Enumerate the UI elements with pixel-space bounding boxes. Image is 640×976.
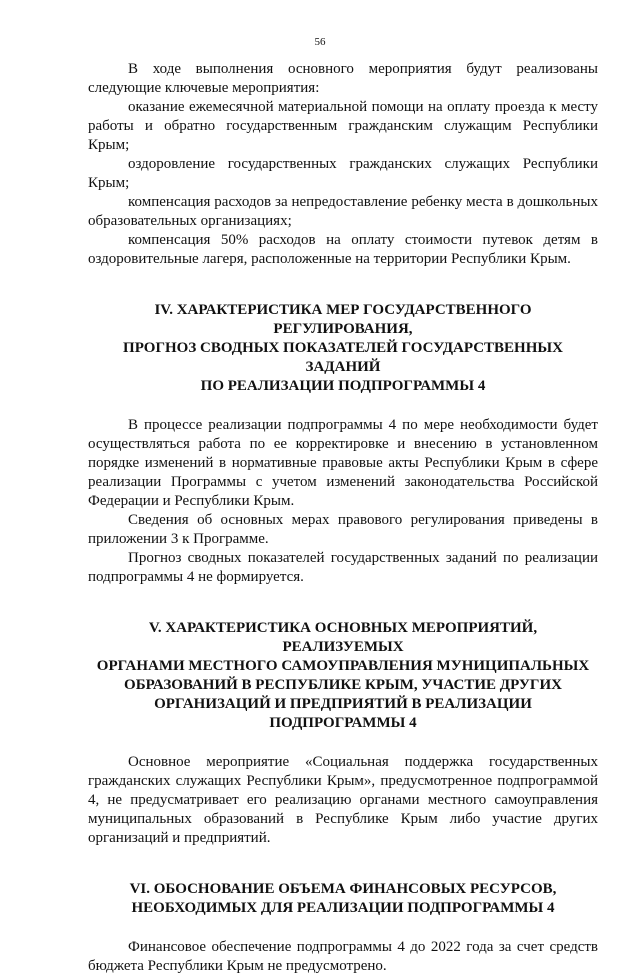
section-paragraph: В процессе реализации подпрограммы 4 по мере необходимости будет осуществляться работа по ее корректировке и внесению в установленном порядке изменений в нормативные правовые акты Республики Крым в сфере реализации Программы с учетом изменений законодательства Российской Федерации и Республики Крым. xyxy=(88,417,598,509)
section-4-heading xyxy=(88,301,598,396)
page-number: 56 xyxy=(314,36,326,48)
intro-paragraph: В ходе выполнения основного мероприятия будут реализованы следующие ключевые мероприятия: xyxy=(88,61,598,96)
heading-line: ОБРАЗОВАНИЙ В РЕСПУБЛИКЕ КРЫМ, УЧАСТИЕ ДРУГИХ xyxy=(124,677,562,693)
section-5-body xyxy=(88,753,598,848)
section-paragraph: Прогноз сводных показателей государственных заданий по реализации подпрограммы 4 не формируется. xyxy=(88,550,598,585)
heading-line: VI. ОБОСНОВАНИЕ ОБЪЕМА ФИНАНСОВЫХ РЕСУРСОВ, xyxy=(129,881,557,897)
section-5-heading xyxy=(88,619,598,733)
page-content xyxy=(88,60,598,976)
section-4-body xyxy=(88,416,598,587)
intro-list-item: оказание ежемесячной материальной помощи на оплату проезда к месту работы и обратно государственным гражданским служащим Республики Крым; xyxy=(88,99,598,153)
heading-line: IV. ХАРАКТЕРИСТИКА МЕР ГОСУДАРСТВЕННОГО РЕГУЛИРОВАНИЯ, xyxy=(154,302,532,337)
heading-line: V. ХАРАКТЕРИСТИКА ОСНОВНЫХ МЕРОПРИЯТИЙ, РЕАЛИЗУЕМЫХ xyxy=(148,620,538,655)
section-paragraph: Финансовое обеспечение подпрограммы 4 до 2022 года за счет средств бюджета Республики Крым не предусмотрено. xyxy=(88,939,598,974)
section-6-heading xyxy=(88,880,598,918)
section-6-body xyxy=(88,938,598,976)
heading-line: ОРГАНАМИ МЕСТНОГО САМОУПРАВЛЕНИЯ МУНИЦИПАЛЬНЫХ xyxy=(96,658,590,674)
section-paragraph: Основное мероприятие «Социальная поддержка государственных гражданских служащих Республики Крым», предусмотренное подпрограммой 4, не предусматривает его реализацию органами местного самоуправления муниципальных образований в Республике Крым либо участие других организаций и предприятий. xyxy=(88,754,598,846)
intro-list-item: компенсация 50% расходов на оплату стоимости путевок детям в оздоровительные лагеря, расположенные на территории Республики Крым. xyxy=(88,232,598,267)
heading-line: НЕОБХОДИМЫХ ДЛЯ РЕАЛИЗАЦИИ ПОДПРОГРАММЫ 4 xyxy=(131,900,555,916)
heading-line: ПО РЕАЛИЗАЦИИ ПОДПРОГРАММЫ 4 xyxy=(200,378,486,394)
section-paragraph: Сведения об основных мерах правового регулирования приведены в приложении 3 к Программе. xyxy=(88,512,598,547)
intro-list-item: компенсация расходов за непредоставление ребенку места в дошкольных образовательных организациях; xyxy=(88,194,598,229)
heading-line: ОРГАНИЗАЦИЙ И ПРЕДПРИЯТИЙ В РЕАЛИЗАЦИИ ПОДПРОГРАММЫ 4 xyxy=(154,696,532,731)
intro-list-item: оздоровление государственных гражданских служащих Республики Крым; xyxy=(88,156,598,191)
intro-block xyxy=(88,60,598,269)
heading-line: ПРОГНОЗ СВОДНЫХ ПОКАЗАТЕЛЕЙ ГОСУДАРСТВЕННЫХ ЗАДАНИЙ xyxy=(123,340,563,375)
